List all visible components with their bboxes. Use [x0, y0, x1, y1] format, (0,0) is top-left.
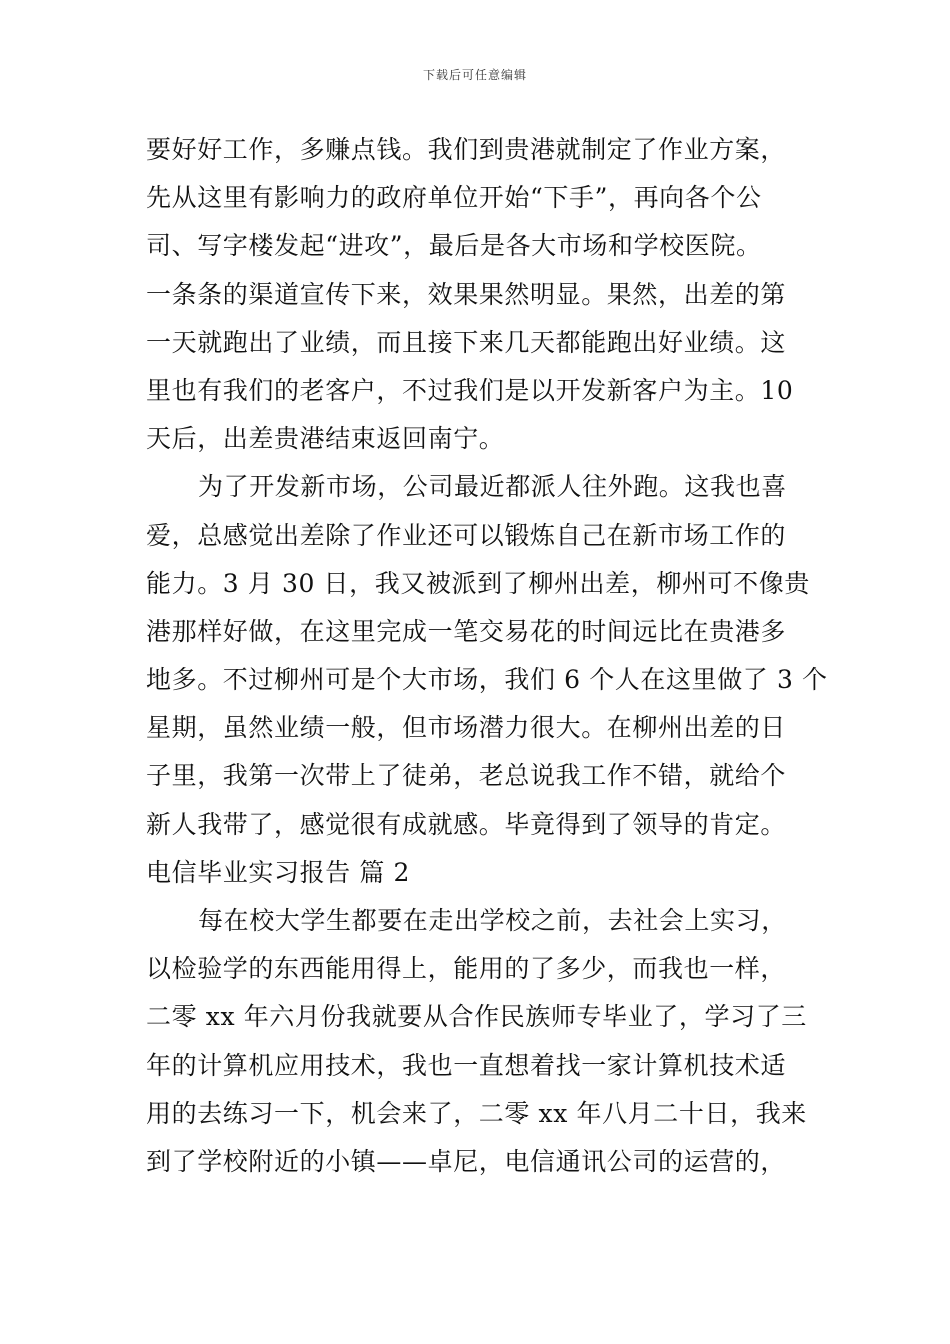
- paragraph-line: 港那样好做，在这里完成一笔交易花的时间远比在贵港多: [146, 616, 787, 646]
- paragraph-line: 为了开发新市场，公司最近都派人往外跑。这我也喜: [198, 472, 787, 502]
- paragraph-line: 到了学校附近的小镇——卓尼，电信通讯公司的运营的，: [146, 1146, 787, 1176]
- paragraph-line: 能力。3 月 30 日，我又被派到了柳州出差，柳州可不像贵: [146, 568, 810, 598]
- paragraph-line: 一条条的渠道宣传下来，效果果然明显。果然，出差的第: [146, 279, 787, 309]
- paragraph-line: 爱，总感觉出差除了作业还可以锻炼自己在新市场工作的: [146, 520, 787, 550]
- section-heading: 电信毕业实习报告 篇 2: [146, 857, 411, 887]
- paragraph-line: 司、写字楼发起“进攻”，最后是各大市场和学校医院。: [146, 231, 762, 261]
- paragraph-line: 每在校大学生都要在走出学校之前，去社会上实习，: [198, 906, 787, 935]
- page-header: 下载后可任意编辑: [422, 68, 527, 82]
- paragraph-line: 要好好工作，多赚点钱。我们到贵港就制定了作业方案，: [146, 135, 787, 164]
- paragraph-line: 新人我带了，感觉很有成就感。毕竟得到了领导的肯定。: [146, 809, 787, 839]
- paragraph-line: 星期，虽然业绩一般，但市场潜力很大。在柳州出差的日: [146, 713, 787, 743]
- paragraph-line: 里也有我们的老客户，不过我们是以开发新客户为主。10: [146, 375, 794, 405]
- paragraph-line: 子里，我第一次带上了徒弟，老总说我工作不错，就给个: [146, 761, 787, 791]
- paragraph-line: 以检验学的东西能用得上，能用的了多少，而我也一样，: [146, 954, 787, 984]
- paragraph-line: 天后，出差贵港结束返回南宁。: [146, 424, 505, 454]
- paragraph-line: 年的计算机应用技术，我也一直想着找一家计算机技术适: [146, 1050, 787, 1080]
- body-text: [146, 126, 828, 1186]
- paragraph-line: 地多。不过柳州可是个大市场，我们 6 个人在这里做了 3 个: [146, 665, 828, 695]
- paragraph-line: 二零 xx 年六月份我就要从合作民族师专毕业了，学习了三: [146, 1002, 807, 1032]
- paragraph-line: 用的去练习一下，机会来了，二零 xx 年八月二十日，我来: [146, 1098, 807, 1128]
- paragraph-line: 一天就跑出了业绩，而且接下来几天都能跑出好业绩。这: [146, 327, 787, 357]
- paragraph-line: 先从这里有影响力的政府单位开始“下手”，再向各个公: [146, 183, 762, 213]
